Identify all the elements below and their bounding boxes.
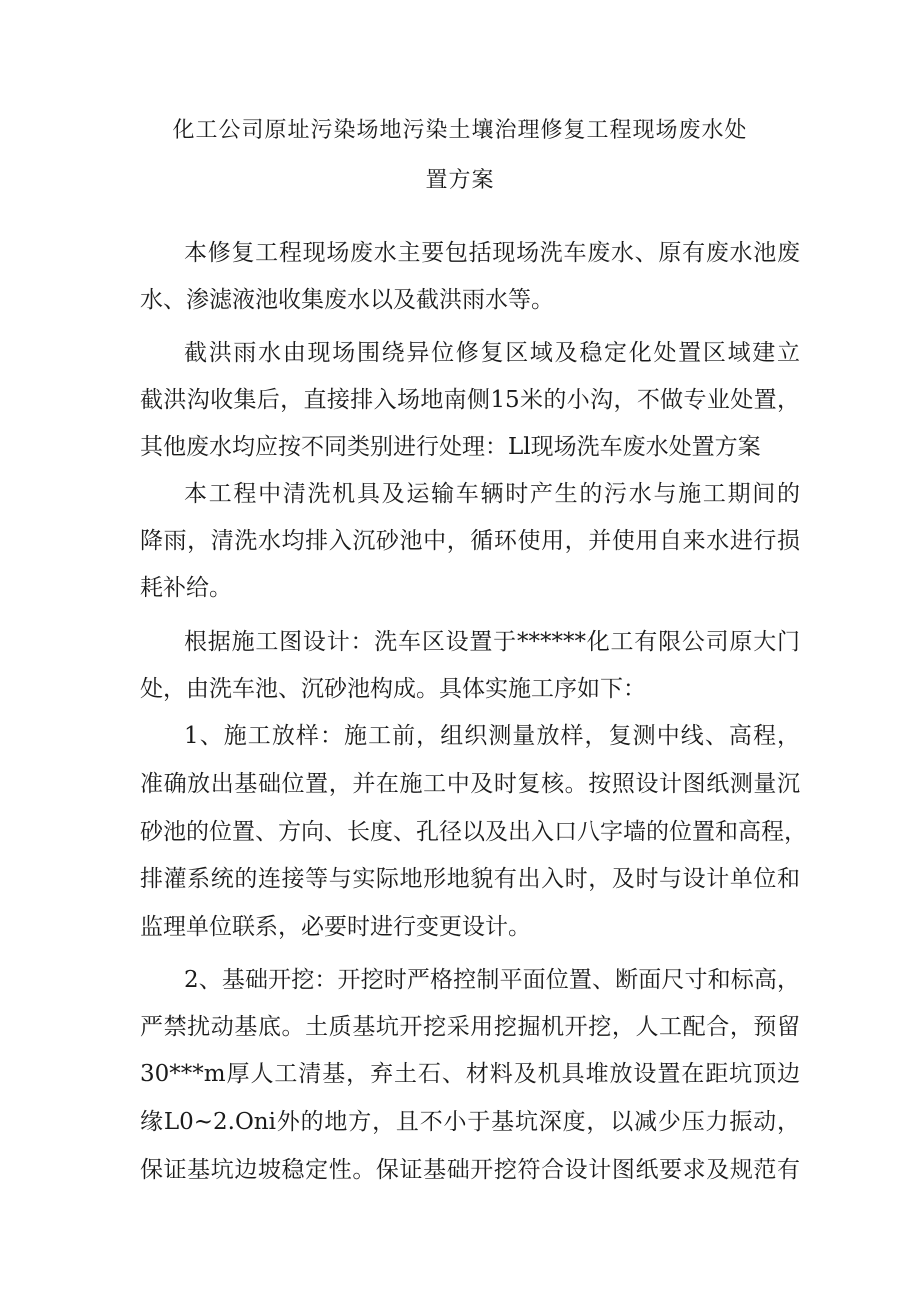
paragraph-5-line-3: 砂池的位置、方向、长度、孔径以及出入口八字墙的位置和高程， <box>140 819 807 845</box>
paragraph-6-line-2: 严禁扰动基底。土质基坑开挖采用挖掘机开挖，人工配合，预留 <box>140 1014 800 1040</box>
paragraph-2-line-1: 截洪雨水由现场围绕异位修复区域及稳定化处置区域建立 <box>184 340 800 366</box>
paragraph-5-line-5: 监理单位联系，必要时进行变更设计。 <box>140 914 531 940</box>
paragraph-3-line-1: 本工程中清洗机具及运输车辆时产生的污水与施工期间的 <box>184 481 800 507</box>
document-title-line-2: 置方案 <box>425 168 495 193</box>
paragraph-2-line-3: 其他废水均应按不同类别进行处理：Ll现场洗车废水处置方案 <box>140 434 761 460</box>
paragraph-4-line-1: 根据施工图设计：洗车区设置于******化工有限公司原大门 <box>184 629 800 655</box>
paragraph-5-line-1: 1、施工放样：施工前，组织测量放样，复测中线、高程， <box>184 723 800 749</box>
paragraph-2-line-2: 截洪沟收集后，直接排入场地南侧15米的小沟，不做专业处置， <box>140 387 800 413</box>
paragraph-6-line-1: 2、基础开挖：开挖时严格控制平面位置、断面尺寸和标高， <box>184 967 800 993</box>
paragraph-5-line-4: 排灌系统的连接等与实际地形地貌有出入时，及时与设计单位和 <box>140 866 800 892</box>
paragraph-5-line-2: 准确放出基础位置，并在施工中及时复核。按照设计图纸测量沉 <box>140 771 800 797</box>
document-title-line-1: 化工公司原址污染场地污染土壤治理修复工程现场废水处 <box>172 118 748 143</box>
paragraph-3-line-2: 降雨，清洗水均排入沉砂池中，循环使用，并使用自来水进行损 <box>140 528 800 554</box>
paragraph-3-line-3: 耗补给。 <box>140 575 232 601</box>
paragraph-6-line-3: 30***m厚人工清基，弃土石、材料及机具堆放设置在距坑顶边 <box>140 1061 800 1087</box>
paragraph-6-line-4: 缘L0~2.Oni外的地方，且不小于基坑深度，以减少压力振动， <box>140 1109 800 1135</box>
paragraph-1-line-2: 水、渗滤液池收集废水以及截洪雨水等。 <box>140 287 554 313</box>
paragraph-1-line-1: 本修复工程现场废水主要包括现场洗车废水、原有废水池废 <box>184 240 800 266</box>
paragraph-6-line-5: 保证基坑边坡稳定性。保证基础开挖符合设计图纸要求及规范有 <box>140 1157 800 1183</box>
paragraph-4-line-2: 处，由洗车池、沉砂池构成。具体实施工序如下： <box>140 676 646 702</box>
